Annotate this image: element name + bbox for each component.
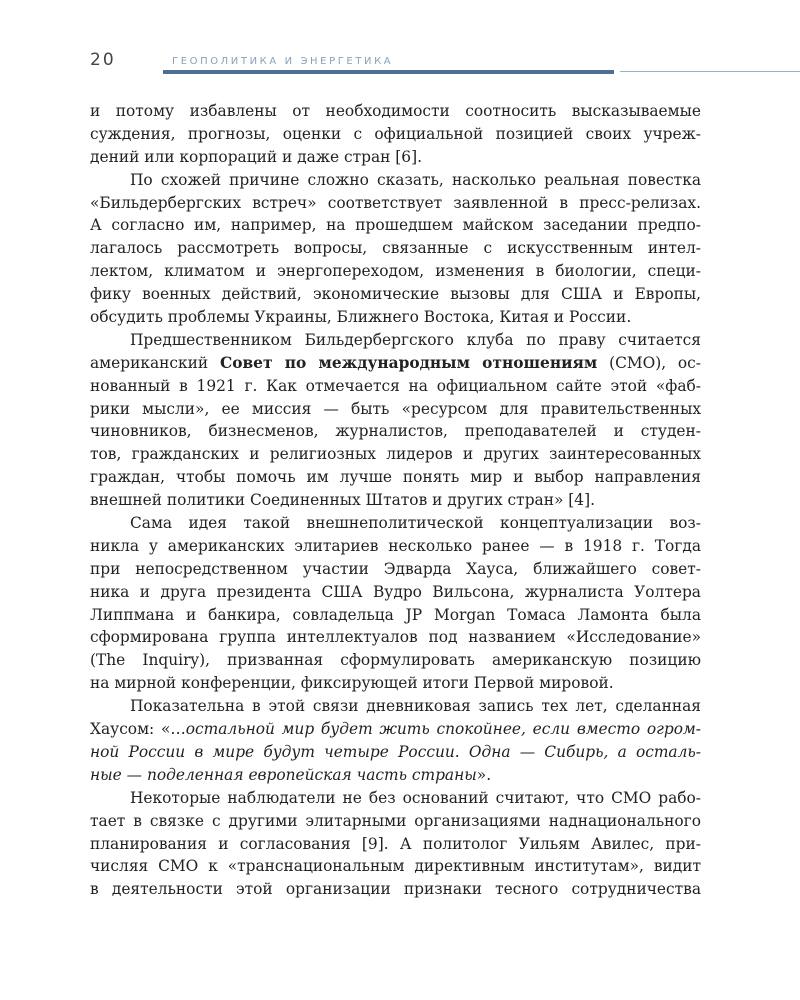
text-line: внешней политики Соединенных Штатов и других стран» [4]. [90, 491, 595, 510]
text-line: и потому избавлены от необходимости соотносить высказываемые [90, 102, 701, 120]
text-line: Показательна в этой связи дневниковая запись тех лет, сделанная [130, 697, 701, 716]
text-line: рики мысли», ее миссия — быть «ресурсом для правительственных [90, 399, 701, 418]
text-line: суждения, прогнозы, оценки с официальной позицией своих учреж- [90, 124, 701, 143]
page-header [0, 0, 800, 80]
text-line: в деятельности этой организации признаки тесного сотрудничества [90, 880, 701, 899]
text-line: дений или корпораций и даже стран [6]. [90, 147, 422, 166]
text-line: числяя СМО к «транснациональным директивным институтам», видит [90, 857, 701, 876]
header-rule-thick [163, 70, 614, 74]
quote-italic: ной России в мире будут четыре России. Одна — Сибирь, а осталь- [90, 742, 701, 761]
text-line: граждан, чтобы помочь им лучше понять мир и выбор направления [90, 468, 701, 487]
text-line: (The Inquiry), призванная сформулировать американскую позицию [90, 651, 701, 670]
text-line: обсудить проблемы Украины, Ближнего Востока, Китая и России. [90, 308, 632, 327]
text-line: лагалось рассмотреть вопросы, связанные с искусственным интел- [90, 239, 701, 258]
text-line: Хаусом: «…остальной мир будет жить спокойнее, если вместо огром- [90, 720, 701, 739]
text-line: Предшественником Бильдербергского клуба по праву считается [130, 330, 701, 349]
text-line: нованный в 1921 г. Как отмечается на официальном сайте этой «фаб- [90, 376, 701, 395]
running-title: ГЕОПОЛИТИКА И ЭНЕРГЕТИКА [172, 56, 394, 67]
text-line: Некоторые наблюдатели не без оснований считают, что СМО рабо- [130, 788, 701, 807]
text-line: планирования и согласования [9]. А политолог Уильям Авилес, при- [90, 834, 701, 853]
text-line: американский Совет по международным отношениям (СМО), ос- [90, 353, 701, 372]
text-line: А согласно им, например, на прошедшем майском заседании предпо- [90, 216, 701, 235]
text-line: «Бильдербергских встреч» соответствует заявленной в пресс-релизах. [90, 193, 701, 212]
text-line: на мирной конференции, фиксирующей итоги Первой мировой. [90, 674, 614, 693]
text-line: сформирована группа интеллектуалов под названием «Исследование» [90, 628, 701, 647]
text-line: тает в связке с другими элитарными организациями наднационального [90, 811, 701, 830]
text-line [90, 741, 701, 764]
text-line: Липпмана и банкира, совладельца JP Morgan Томаса Ламонта была [90, 605, 701, 624]
text-line: тов, гражданских и религиозных лидеров и других заинтересованных [90, 445, 701, 464]
quote-italic: …остальной мир будет жить спокойнее, если вместо огром- [170, 720, 701, 739]
text-line: чиновников, бизнесменов, журналистов, преподавателей и студен- [90, 422, 701, 441]
text-line: при непосредственном участии Эдварда Хауса, ближайшего совет- [90, 559, 701, 578]
page-number: 20 [90, 50, 116, 70]
text-line: никла у американских элитариев несколько ранее — в 1918 г. Тогда [90, 536, 701, 555]
bold-term: Совет по международным отношениям [219, 353, 598, 372]
text-line: ные — поделенная европейская часть страны». [90, 765, 492, 784]
quote-italic: ные — поделенная европейская часть страны [90, 765, 477, 784]
header-rule-thin [620, 71, 800, 72]
text-line: лектом, климатом и энергопереходом, изменения в биологии, специ- [90, 262, 701, 281]
text-line: По схожей причине сложно сказать, насколько реальная повестка [130, 170, 701, 189]
text-line: ника и друга президента США Вудро Вильсона, журналиста Уолтера [90, 582, 701, 601]
text-line: Сама идея такой внешнеполитической концептуализации воз- [130, 514, 701, 533]
body-text [90, 100, 701, 901]
text-line: фику военных действий, экономические вызовы для США и Европы, [90, 285, 701, 304]
